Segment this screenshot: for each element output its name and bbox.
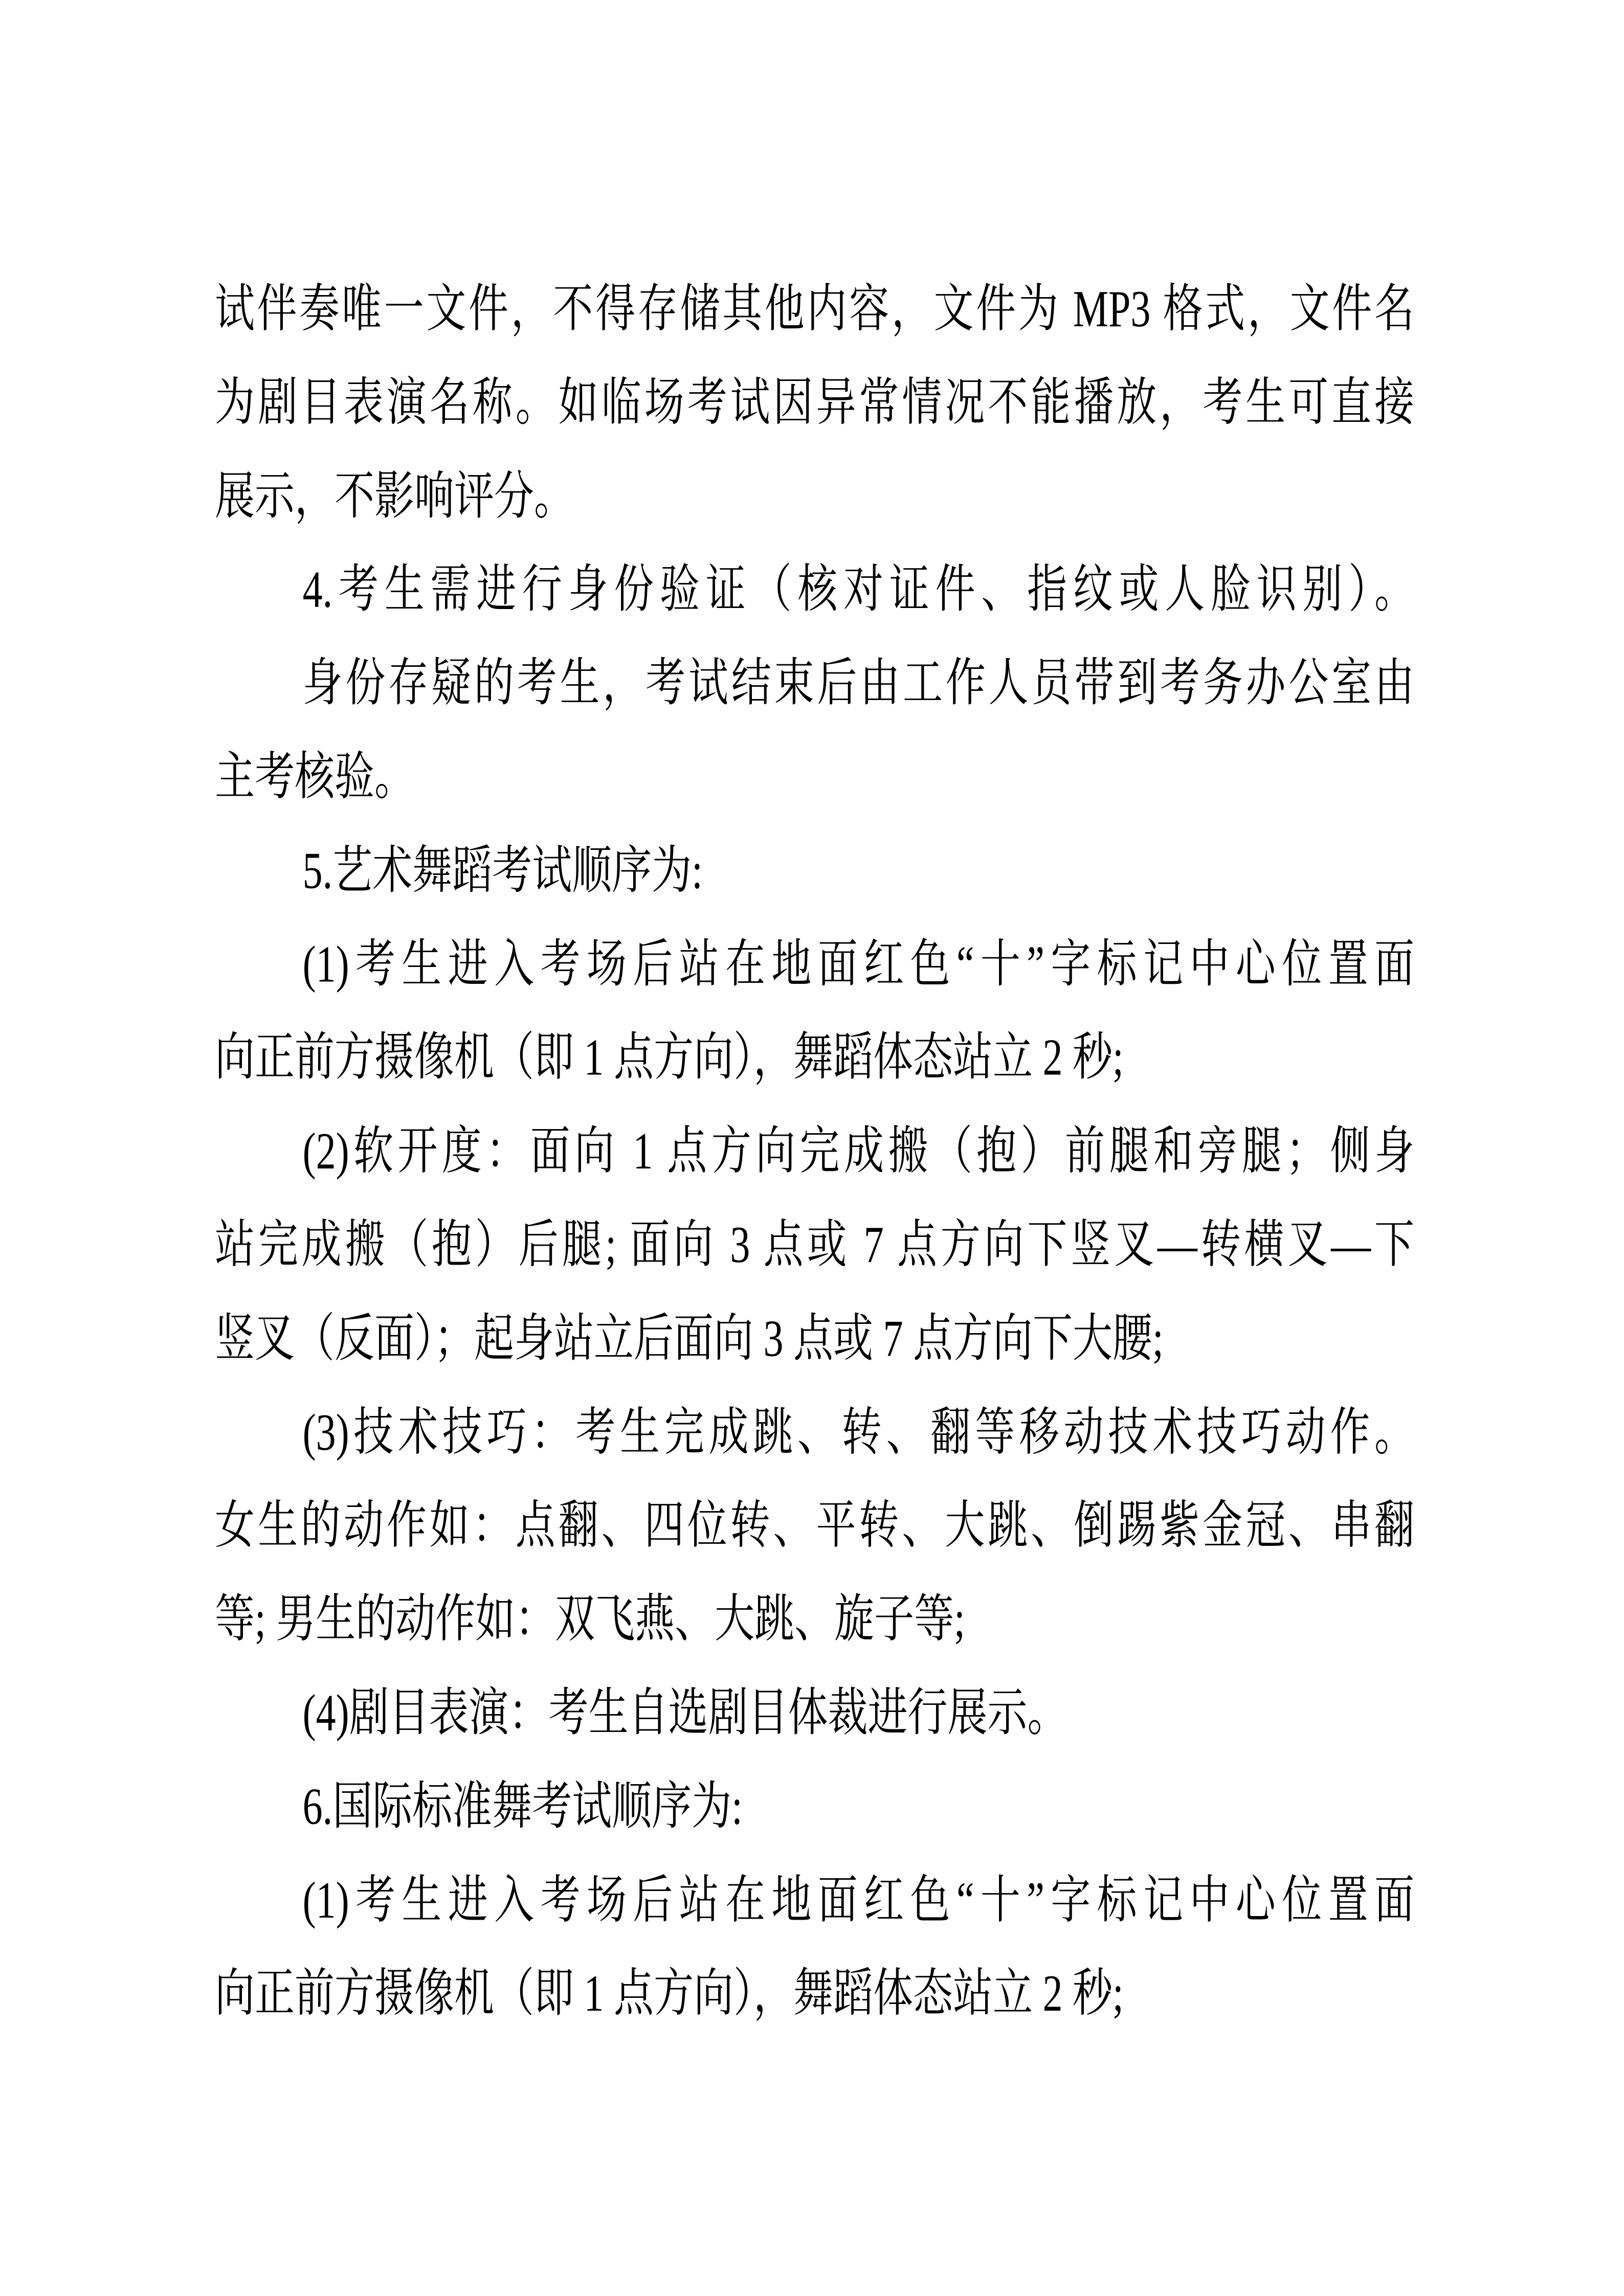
text-line-14: 女生的动作如：点翻、四位转、平转、大跳、倒踢紫金冠、串翻 [215,1496,1414,1555]
text-line-03: 展示，不影响评分。 [215,466,574,525]
text-line-16: (4)剧目表演：考生自选剧目体裁进行展示。 [302,1683,1067,1742]
text-line-07: 5.艺术舞蹈考试顺序为: [302,841,703,899]
text-line-01: 试伴奏唯一文件，不得存储其他内容，文件为 MP3 格式，文件名 [215,279,1414,337]
document-text-block [215,262,1414,2041]
text-line-10: (2)软开度：面向 1 点方向完成搬（抱）前腿和旁腿；侧身 [302,1122,1414,1180]
text-line-09: 向正前方摄像机（即 1 点方向），舞蹈体态站立 2 秒; [215,1028,1124,1087]
text-line-02: 为剧目表演名称。如临场考试因异常情况不能播放，考生可直接 [215,373,1414,431]
text-line-11: 站完成搬（抱）后腿; 面向 3 点或 7 点方向下竖叉—转横叉—下 [215,1215,1414,1274]
text-line-17: 6.国际标准舞考试顺序为: [302,1777,743,1835]
text-line-05: 身份存疑的考生，考试结束后由工作人员带到考务办公室由 [302,654,1414,712]
text-line-08: (1)考生进入考场后站在地面红色“十”字标记中心位置面 [302,935,1414,993]
text-line-18: (1)考生进入考场后站在地面红色“十”字标记中心位置面 [302,1871,1414,1929]
text-line-04: 4.考生需进行身份验证（核对证件、指纹或人脸识别）。 [302,560,1414,619]
text-line-12: 竖叉（反面）；起身站立后面向 3 点或 7 点方向下大腰; [215,1309,1164,1367]
text-line-06: 主考核验。 [215,747,415,806]
text-line-19: 向正前方摄像机（即 1 点方向），舞蹈体态站立 2 秒; [215,1964,1124,2022]
text-line-15: 等; 男生的动作如：双飞燕、大跳、旋子等; [215,1590,965,1648]
text-line-13: (3)技术技巧：考生完成跳、转、翻等移动技术技巧动作。 [302,1403,1414,1461]
